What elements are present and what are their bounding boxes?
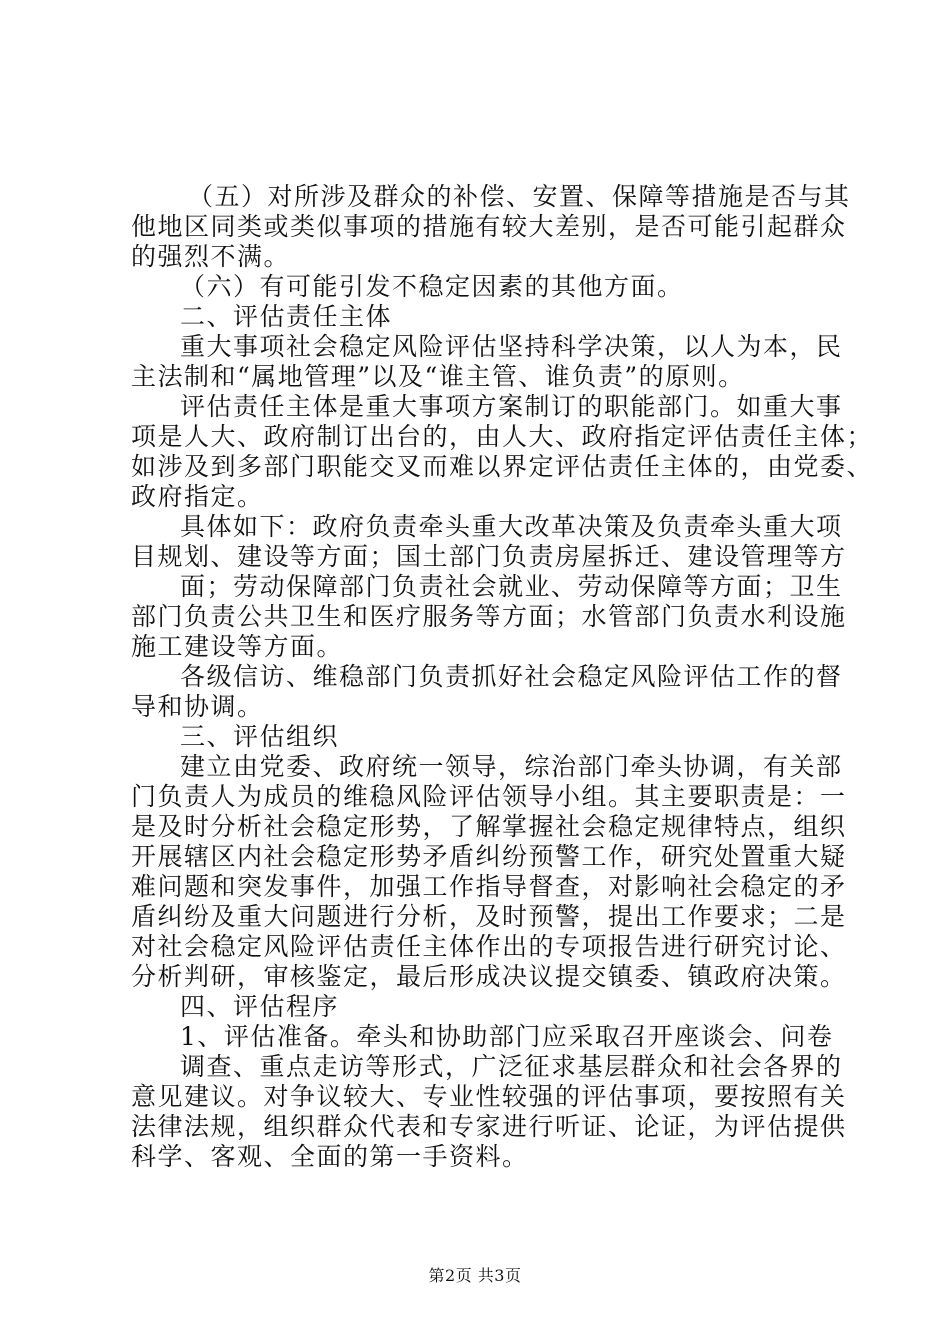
text-line: 他地区同类或类似事项的措施有较大差别，是否可能引起群众 bbox=[131, 212, 847, 241]
text-line: 面；劳动保障部门负责社会就业、劳动保障等方面；卫生 bbox=[180, 572, 843, 601]
text-line: 导和协调。 bbox=[131, 692, 264, 721]
page-number: 第2页 共3页 bbox=[428, 1266, 522, 1285]
text-line: 意见建议。对争议较大、专业性较强的评估事项，要按照有关 bbox=[131, 1082, 847, 1111]
text-line: （六）有可能引发不稳定因素的其他方面。 bbox=[180, 272, 684, 301]
text-line: 开展辖区内社会稳定形势矛盾纠纷预警工作，研究处置重大疑 bbox=[131, 842, 847, 871]
text-line: 部门负责公共卫生和医疗服务等方面；水管部门负责水利设施 bbox=[131, 602, 847, 631]
text-line: 建立由党委、政府统一领导，综治部门牵头协调，有关部 bbox=[180, 752, 843, 781]
text-line: 门负责人为成员的维稳风险评估领导小组。其主要职责是：一 bbox=[131, 782, 847, 811]
section-heading: 三、评估组织 bbox=[180, 722, 340, 751]
text-line: 难问题和突发事件，加强工作指导督查，对影响社会稳定的矛 bbox=[131, 872, 847, 901]
text-line: 具体如下：政府负责牵头重大改革决策及负责牵头重大项 bbox=[180, 512, 843, 541]
text-line: （五）对所涉及群众的补偿、安置、保障等措施是否与其 bbox=[188, 182, 851, 211]
text-line: 法律法规，组织群众代表和专家进行听证、论证，为评估提供 bbox=[131, 1112, 847, 1141]
text-line: 主法制和“属地管理”以及“谁主管、谁负责”的原则。 bbox=[131, 362, 745, 391]
text-line: 重大事项社会稳定风险评估坚持科学决策，以人为本，民 bbox=[180, 332, 843, 361]
text-line: 分析判研，审核鉴定，最后形成决议提交镇委、镇政府决策。 bbox=[131, 962, 847, 991]
text-line: 调查、重点走访等形式，广泛征求基层群众和社会各界的 bbox=[180, 1052, 843, 1081]
text-line: 是及时分析社会稳定形势，了解掌握社会稳定规律特点，组织 bbox=[131, 812, 847, 841]
text-line: 施工建设等方面。 bbox=[131, 632, 344, 661]
text-line: 的强烈不满。 bbox=[131, 242, 291, 271]
text-line: 项是人大、政府制订出台的，由人大、政府指定评估责任主体； bbox=[131, 422, 874, 451]
text-line: 政府指定。 bbox=[131, 482, 264, 511]
section-heading: 四、评估程序 bbox=[180, 992, 340, 1021]
text-line: 评估责任主体是重大事项方案制订的职能部门。如重大事 bbox=[180, 392, 843, 421]
text-line: 对社会稳定风险评估责任主体作出的专项报告进行研究讨论、 bbox=[131, 932, 847, 961]
text-line: 如涉及到多部门职能交叉而难以界定评估责任主体的，由党委、 bbox=[131, 452, 874, 481]
text-line: 盾纠纷及重大问题进行分析，及时预警，提出工作要求；二是 bbox=[131, 902, 847, 931]
text-line: 各级信访、维稳部门负责抓好社会稳定风险评估工作的督 bbox=[180, 662, 843, 691]
section-heading: 二、评估责任主体 bbox=[180, 302, 393, 331]
text-line: 科学、客观、全面的第一手资料。 bbox=[131, 1142, 529, 1171]
text-line: 1、评估准备。牵头和协助部门应采取召开座谈会、问卷 bbox=[180, 1022, 834, 1051]
text-line: 目规划、建设等方面；国土部门负责房屋拆迁、建设管理等方 bbox=[131, 542, 847, 571]
